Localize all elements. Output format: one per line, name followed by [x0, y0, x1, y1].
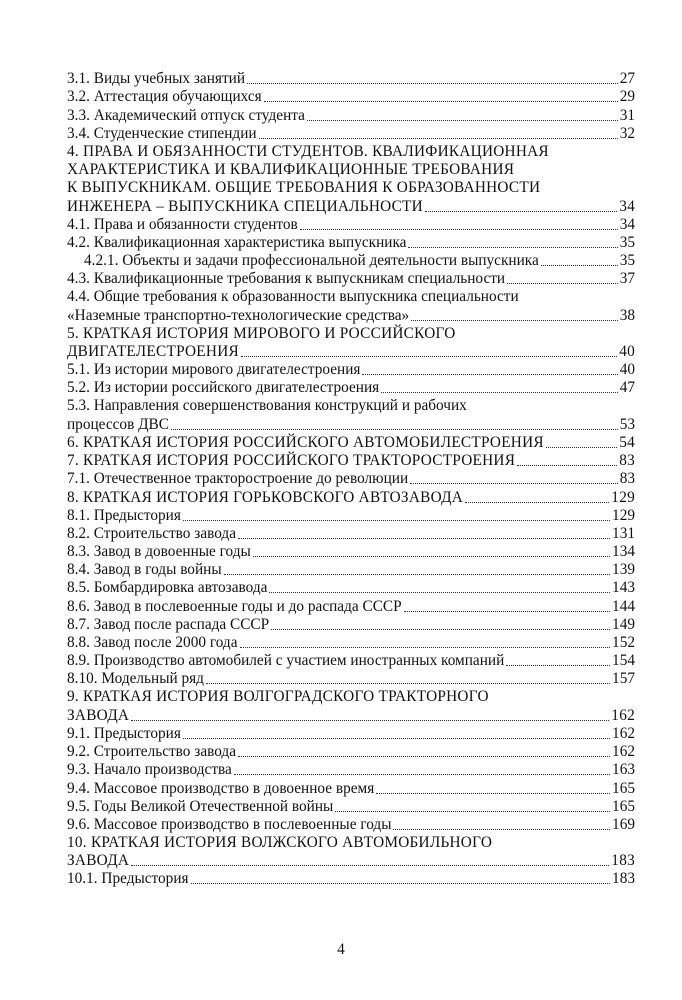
toc-entry-title: К ВЫПУСКНИКАМ. ОБЩИЕ ТРЕБОВАНИЯ К ОБРАЗОВАННОСТИ	[67, 179, 541, 197]
dot-leader	[546, 447, 617, 448]
toc-entry-title: 5. КРАТКАЯ ИСТОРИЯ МИРОВОГО И РОССИЙСКОГО	[67, 324, 456, 342]
toc-entry-title: 3.4. Студенческие стипендии	[67, 124, 257, 142]
toc-entry-title: 8.9. Производство автомобилей с участием иностранных компаний	[67, 652, 505, 670]
toc-page-number: 34	[619, 197, 635, 215]
toc-entry	[67, 106, 635, 124]
toc-entry	[67, 816, 635, 834]
dot-leader	[206, 683, 610, 684]
toc-page-number: 35	[619, 252, 635, 270]
toc-chapter-line	[67, 434, 635, 452]
dot-leader	[408, 247, 617, 248]
toc-entry-title: 7.1. Отечественное тракторостроение до революции	[67, 470, 409, 488]
toc-entry-title: 5.1. Из истории мирового двигателестроения	[67, 361, 361, 379]
dot-leader	[425, 211, 617, 212]
toc-chapter-line	[67, 488, 635, 506]
toc-entry	[67, 870, 635, 888]
toc-page-number: 38	[619, 306, 635, 324]
toc-entry	[67, 216, 635, 234]
toc-entry	[67, 70, 635, 88]
toc-entry-title: 8.6. Завод в послевоенные годы и до распада СССР	[67, 597, 402, 615]
toc-entry	[67, 561, 635, 579]
toc-entry-title: 7. КРАТКАЯ ИСТОРИЯ РОССИЙСКОГО ТРАКТОРОСТРОЕНИЯ	[67, 452, 516, 470]
toc-page-number: 54	[619, 433, 635, 451]
toc-chapter-line	[67, 179, 635, 197]
toc-page-number: 154	[612, 652, 635, 670]
toc-entry-title: 4. ПРАВА И ОБЯЗАННОСТИ СТУДЕНТОВ. КВАЛИФИКАЦИОННАЯ	[67, 142, 549, 160]
dot-leader	[191, 883, 610, 884]
toc-page-number: 40	[619, 343, 635, 360]
toc-entry-title: 10.1. Предыстория	[67, 870, 189, 888]
toc-page-number: 149	[612, 615, 635, 633]
toc-page-number: 29	[619, 88, 635, 106]
toc-entry-title: 8.7. Завод после распада СССР	[67, 615, 270, 633]
toc-entry	[67, 743, 635, 761]
toc-entry-title: 9.6. Массовое производство в послевоенные годы	[67, 815, 392, 833]
toc-chapter-line	[67, 707, 635, 725]
toc-entry-title: 10. КРАТКАЯ ИСТОРИЯ ВОЛЖСКОГО АВТОМОБИЛЬНОГО	[67, 833, 493, 851]
dot-leader	[131, 720, 609, 721]
toc-page-number: 183	[612, 870, 635, 888]
toc-entry-title: 5.3. Направления совершенствования конструкций и рабочих	[67, 397, 467, 415]
toc-entry	[67, 270, 635, 288]
toc-chapter-line	[67, 143, 635, 161]
toc-chapter-line	[67, 325, 635, 343]
toc-entry-title: ЗАВОДА	[67, 706, 130, 724]
toc-entry	[67, 470, 635, 488]
dot-leader	[238, 756, 610, 757]
toc-entry	[67, 397, 635, 415]
toc-entry-title: 8.2. Строительство завода	[67, 524, 237, 542]
toc-entry-title: 8.1. Предыстория	[67, 506, 181, 524]
toc-entry	[67, 252, 635, 270]
toc-entry-title: 8.8. Завод после 2000 года	[67, 634, 238, 651]
toc-page-number: 83	[619, 470, 635, 488]
toc-page-number: 129	[611, 488, 635, 506]
toc-entry-title: 4.2.1. Объекты и задачи профессиональной деятельности выпускника	[84, 252, 539, 270]
toc-chapter-line	[67, 834, 635, 852]
dot-leader	[404, 611, 610, 612]
toc-entry	[67, 507, 635, 525]
toc-entry-title: 9.2. Строительство завода	[67, 743, 237, 761]
toc-entry-title: 4.3. Квалификационные требования к выпускникам специальности	[67, 270, 506, 288]
toc-entry-title: ХАРАКТЕРИСТИКА И КВАЛИФИКАЦИОННЫЕ ТРЕБОВАНИЯ	[67, 160, 515, 178]
toc-entry-title: 5.2. Из истории российского двигателестроения	[67, 379, 380, 397]
toc-entry-title: 4.1. Права и обязанности студентов	[67, 215, 298, 233]
toc-page-number: 183	[611, 852, 635, 870]
toc-entry-title: 3.2. Аттестация обучающихся	[67, 88, 262, 106]
toc-entry-title: 8.4. Завод в годы войны	[67, 561, 222, 579]
dot-leader	[381, 392, 617, 393]
toc-page-number: 47	[619, 379, 635, 397]
dot-leader	[376, 793, 610, 794]
toc-entry-title: 9.5. Годы Великой Отечественной войны	[67, 797, 334, 815]
dot-leader	[269, 592, 610, 593]
toc-chapter-line	[67, 852, 635, 870]
toc-entry-title: 8.5. Бомбардировка автозавода	[67, 579, 268, 597]
toc-entry	[67, 670, 635, 688]
page-number: 4	[337, 941, 345, 958]
toc-page-number: 32	[619, 124, 635, 142]
toc-page-number: 162	[612, 743, 635, 761]
dot-leader	[238, 538, 610, 539]
toc-entry-title: 3.3. Академический отпуск студента	[67, 106, 305, 124]
toc-chapter-line	[67, 343, 635, 361]
toc-entry-title: 9. КРАТКАЯ ИСТОРИЯ ВОЛГОГРАДСКОГО ТРАКТОРНОГО	[67, 688, 489, 706]
dot-leader	[411, 320, 618, 321]
toc-page-number: 34	[619, 215, 635, 233]
dot-leader	[131, 865, 609, 866]
dot-leader	[183, 520, 610, 521]
dot-leader	[259, 138, 618, 139]
toc-entry	[67, 597, 635, 615]
toc-entry	[67, 234, 635, 252]
dot-leader	[410, 483, 618, 484]
toc-chapter-line	[67, 688, 635, 706]
toc-page-number: 143	[612, 579, 635, 597]
dot-leader	[506, 665, 610, 666]
dot-leader	[234, 774, 610, 775]
toc-entry	[67, 288, 635, 306]
toc-entry-title: 9.3. Начало производства	[67, 761, 232, 779]
toc-entry-title: «Наземные транспортно-технологические средства»	[67, 306, 410, 324]
toc-entry-title: 9.1. Предыстория	[67, 724, 181, 742]
dot-leader	[541, 265, 618, 266]
dot-leader	[507, 283, 618, 284]
toc-page-number: 83	[619, 452, 635, 470]
toc-chapter-line	[67, 161, 635, 179]
dot-leader	[517, 465, 617, 466]
toc-page-number: 165	[612, 797, 635, 815]
toc-entry	[67, 616, 635, 634]
toc-entry-title: 3.1. Виды учебных занятий	[67, 70, 246, 88]
toc-entry-title: 8.3. Завод в довоенные годы	[67, 543, 251, 561]
dot-leader	[247, 83, 618, 84]
toc-entry-title: ИНЖЕНЕРА – ВЫПУСКНИКА СПЕЦИАЛЬНОСТИ	[67, 197, 423, 215]
toc-entry	[67, 652, 635, 670]
dot-leader	[362, 374, 617, 375]
toc-entry-title: ДВИГАТЕЛЕСТРОЕНИЯ	[67, 343, 239, 360]
toc-page-number: 144	[612, 597, 635, 615]
toc-page-number: 134	[612, 543, 635, 561]
toc-page-number: 152	[612, 634, 635, 651]
toc-page-number: 139	[612, 561, 635, 579]
toc-entry-title: 9.4. Массовое производство в довоенное время	[67, 779, 375, 797]
dot-leader	[271, 629, 610, 630]
toc-entry	[67, 579, 635, 597]
toc-page-number: 40	[619, 361, 635, 379]
dot-leader	[240, 647, 611, 648]
toc-page-number: 157	[612, 670, 635, 688]
toc-page-number: 129	[612, 506, 635, 524]
toc-page-number: 165	[612, 779, 635, 797]
toc-page-number: 37	[619, 270, 635, 288]
toc-entry-title: 4.4. Общие требования к образованности выпускника специальности	[67, 288, 519, 306]
toc-entry-title: процессов ДВС	[67, 415, 169, 433]
toc-entry-title: ЗАВОДА	[67, 852, 130, 870]
toc-entry	[67, 779, 635, 797]
dot-leader	[183, 738, 610, 739]
toc-entry	[67, 361, 635, 379]
toc-entry	[67, 798, 635, 816]
dot-leader	[465, 502, 609, 503]
dot-leader	[300, 229, 618, 230]
toc-page-number: 27	[619, 70, 635, 88]
toc-page-number: 31	[619, 106, 635, 124]
toc-chapter-line	[67, 452, 635, 470]
dot-leader	[171, 429, 618, 430]
toc-entry-title: 4.2. Квалификационная характеристика выпускника	[67, 233, 407, 251]
toc-entry-title: 8.10. Модельный ряд	[67, 670, 204, 688]
dot-leader	[393, 829, 610, 830]
toc-entry	[67, 634, 635, 652]
toc-entry	[67, 761, 635, 779]
toc-page-number: 53	[619, 415, 635, 433]
toc-page-number: 35	[619, 233, 635, 251]
toc-page-number: 169	[612, 815, 635, 833]
toc-entry-title: 8. КРАТКАЯ ИСТОРИЯ ГОРЬКОВСКОГО АВТОЗАВОДА	[67, 488, 464, 506]
toc-page-number: 162	[612, 724, 635, 742]
toc-page-number: 131	[612, 524, 635, 542]
table-of-contents	[67, 70, 635, 888]
toc-entry	[67, 125, 635, 143]
dot-leader	[224, 574, 610, 575]
toc-entry	[67, 88, 635, 106]
dot-leader	[264, 101, 618, 102]
toc-entry	[67, 525, 635, 543]
dot-leader	[253, 556, 610, 557]
toc-entry	[67, 379, 635, 397]
toc-chapter-line	[67, 197, 635, 215]
toc-page-number: 163	[612, 761, 635, 779]
toc-entry	[67, 543, 635, 561]
toc-entry	[67, 416, 635, 434]
dot-leader	[307, 120, 618, 121]
toc-entry	[67, 725, 635, 743]
toc-entry	[67, 306, 635, 324]
toc-entry-title: 6. КРАТКАЯ ИСТОРИЯ РОССИЙСКОГО АВТОМОБИЛЕСТРОЕНИЯ	[67, 433, 544, 451]
dot-leader	[335, 811, 610, 812]
toc-page-number: 162	[611, 706, 635, 724]
dot-leader	[241, 356, 617, 357]
